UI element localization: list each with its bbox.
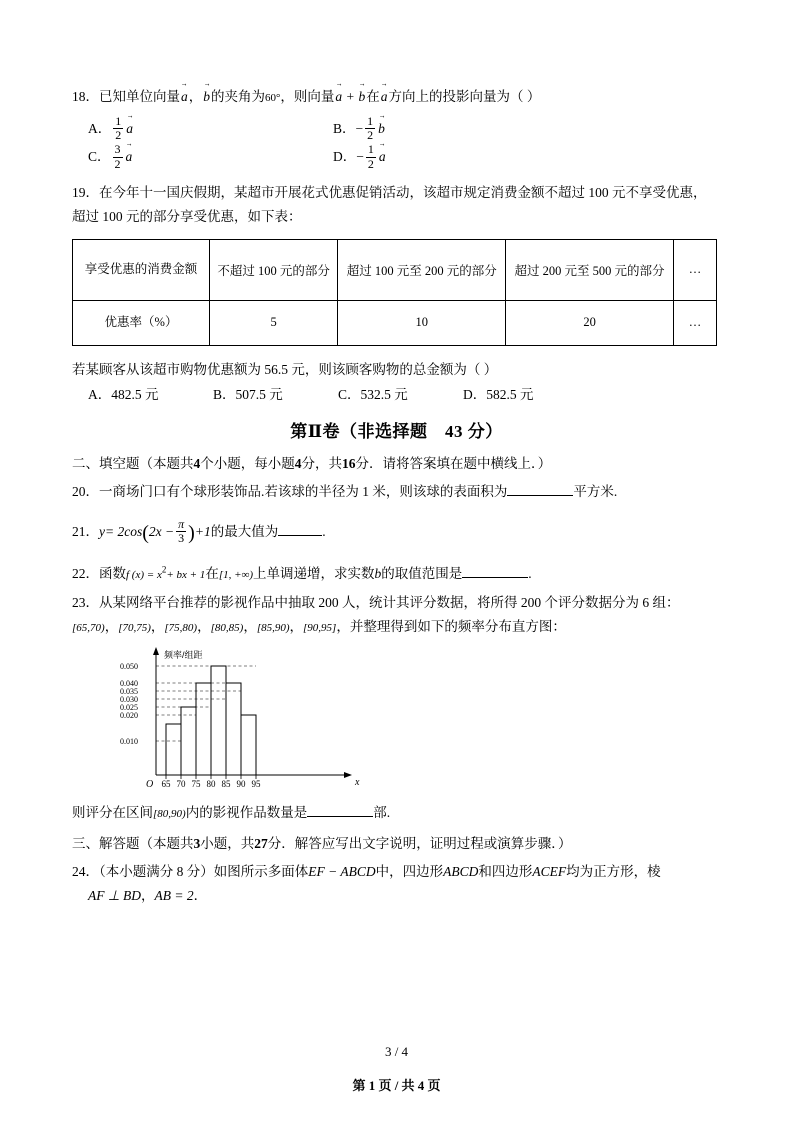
q18-option-d-label: D．	[333, 148, 357, 164]
q21-inner-b: +1	[194, 523, 211, 539]
q18-number: 18．	[72, 89, 99, 104]
section2-count-2: 4	[294, 456, 302, 472]
table-cell-header-4: 超过 200 元至 500 元的部分	[506, 239, 674, 300]
q19-stem-text-1: 在今年十一国庆假期，某超市开展花式优惠促销活动，该超市规定消费金额不超过 100 元不享受优惠，	[99, 185, 707, 201]
table-cell-header-3: 超过 100 元至 200 元的部分	[338, 239, 506, 300]
q23-number: 23．	[72, 595, 99, 611]
q18-comma: ，	[188, 89, 203, 104]
q23-text-line-1: 从某网络平台推荐的影视作品中抽取 200 人，统计其评分数据，将所得 200 个评分数据分为 6 组：	[99, 595, 680, 611]
section2-count-3: 16	[342, 456, 356, 472]
q18-vector-sum-b: b →	[358, 85, 367, 109]
q18-option-d-fraction: $\frac{1}{2}$	[367, 142, 374, 171]
table-cell-header-5: …	[674, 239, 717, 300]
q24-quad-2: ACEF	[532, 864, 567, 880]
q23-interval-5: [85,90)	[256, 622, 290, 635]
q21-y: y	[99, 523, 105, 539]
q23-interval-4: [80,85)	[210, 622, 244, 635]
section3-count-1: 3	[193, 836, 201, 852]
svg-text:0.020: 0.020	[120, 710, 138, 720]
q24-line-2: AF ⊥ BD，AB = 2．	[88, 887, 208, 903]
q21-answer-blank[interactable]	[278, 535, 322, 536]
svg-text:0.035: 0.035	[120, 686, 138, 696]
q23-text-line-2: ，并整理得到如下的频率分布直方图：	[336, 619, 566, 635]
q18-option-b-sign: −	[355, 120, 364, 136]
svg-text:95: 95	[251, 778, 261, 789]
svg-text:75: 75	[191, 778, 201, 789]
q19-choice-d[interactable]: D．582.5 元	[463, 387, 534, 403]
q23-sub-tail: 部.	[373, 804, 391, 820]
svg-text:0.050: 0.050	[120, 661, 138, 671]
svg-text:85: 85	[221, 778, 231, 789]
q18-angle: 60°	[265, 92, 281, 104]
frequency-histogram	[106, 645, 366, 797]
q18-option-b-label: B．	[333, 120, 356, 136]
q24-perpendicular: AF ⊥ BD	[88, 887, 141, 903]
question-18-stem: 18．已知单位向量a →，b →的夹角为60°，则向量a → + b →在a →方向上的投影向量为（ ）	[72, 85, 721, 109]
q18-option-c[interactable]	[88, 143, 333, 171]
q18-text-e: 方向上的投影向量为（ ）	[388, 89, 541, 104]
table-cell-rate-3: 20	[506, 300, 674, 345]
q23-sub-interval: [80,90)	[153, 807, 186, 820]
q23-sub-text-a: 则评分在区间	[72, 804, 153, 820]
q19-number: 19．	[72, 185, 99, 201]
q21-number: 21．	[72, 523, 99, 539]
q18-option-b-fraction: $\frac{1}{2}$	[367, 113, 374, 143]
q21-inner-a: 2x −	[148, 523, 175, 539]
q23-answer-blank[interactable]	[307, 816, 373, 817]
q20-answer-blank[interactable]	[507, 495, 573, 496]
q22-number: 22．	[72, 565, 99, 581]
table-cell-header-2: 不超过 100 元的部分	[210, 239, 338, 300]
q21-fraction: $\frac{\pi}{3}$	[178, 516, 185, 546]
svg-text:70: 70	[176, 778, 186, 789]
q23-interval-3: [75,80)	[164, 622, 198, 635]
q19-question: 若某顾客从该超市购物优惠额为 56.5 元，则该顾客购物的总金额为（ ）	[72, 361, 498, 377]
q18-option-c-label: C．	[88, 148, 111, 164]
q20-text: 一商场门口有个球形装饰品.若该球的半径为 1 米，则该球的表面积为	[99, 484, 508, 500]
page-footer-label: 第 1 页 / 共 4 页	[352, 1078, 441, 1093]
q22-text-a: 函数	[99, 565, 126, 581]
q22-function: f (x) = x	[126, 568, 162, 581]
question-23	[72, 591, 721, 615]
svg-text:90: 90	[236, 778, 246, 789]
section-2-instructions: 二、填空题（本题共4个小题，每小题4分，共16分．请将答案填在题中横线上．）	[72, 456, 552, 472]
q18-vector-a: a →	[180, 85, 189, 109]
question-19	[72, 181, 721, 403]
table-cell-rate-4: …	[674, 300, 717, 345]
svg-text:0.040: 0.040	[120, 678, 138, 688]
q18-option-a-fraction: $\frac{1}{2}$	[115, 113, 122, 143]
q24-text-a: （本小题满分 8 分）如图所示多面体	[99, 864, 309, 880]
question-21: 21．y= 2cos(2x − $\frac{\pi}{3}$ )+1的最大值为 .	[72, 516, 326, 546]
svg-text:0.025: 0.025	[120, 702, 138, 712]
q24-quad-1: ABCD	[443, 864, 479, 880]
q23-interval-2: [70,75)	[118, 622, 151, 635]
q18-option-d-vector: a →	[378, 143, 387, 171]
q21-cos: = 2cos	[105, 523, 143, 539]
q18-options-row-2	[88, 143, 721, 171]
origin-label: O	[146, 778, 154, 790]
table-cell-rate-label: 优惠率（%）	[73, 300, 210, 345]
section3-count-2: 27	[254, 836, 268, 852]
q24-solid: EF − ABCD	[308, 864, 376, 880]
svg-text:65: 65	[161, 778, 171, 789]
question-20	[72, 480, 721, 504]
q22-function-tail: + bx + 1	[166, 568, 206, 581]
x-axis-label: x	[355, 776, 360, 788]
q18-option-c-vector: a →	[125, 143, 134, 171]
q18-option-d[interactable]	[333, 143, 578, 171]
q18-option-a-label: A．	[88, 120, 112, 136]
q23-intervals-line: [65,70)，[70,75)，[75,80)，[80,85)，[85,90)，[90,95]，并整理得到如下的频率分布直方图：	[72, 619, 566, 635]
table-row	[73, 300, 717, 345]
q20-tail: 平方米.	[573, 484, 618, 500]
svg-text:0.030: 0.030	[120, 694, 138, 704]
q18-text-d: 在	[366, 89, 380, 104]
table-cell-rate-2: 10	[338, 300, 506, 345]
q23-interval-6: [90,95]	[303, 622, 337, 635]
q24-length: AB = 2	[154, 887, 194, 903]
q19-stem-line-2: 超过 100 元的部分享受优惠，如下表：	[72, 208, 302, 224]
y-axis-label: 频率/组距	[164, 649, 203, 660]
q22-answer-blank[interactable]	[462, 577, 528, 578]
table-cell-header-1: 享受优惠的消费金额	[73, 239, 210, 300]
q24-number: 24．	[72, 864, 99, 880]
table-row	[73, 239, 717, 300]
q19-stem-line-1	[72, 181, 721, 205]
q18-text-a: 已知单位向量	[99, 89, 180, 104]
q18-vector-sum-a: a →	[334, 85, 343, 109]
q18-text-b: 的夹角为	[211, 89, 265, 104]
histogram-svg	[106, 645, 366, 797]
q22-interval: [1, +∞)	[218, 568, 254, 581]
page-footer-number: 3 / 4	[384, 1044, 409, 1059]
section-3-instructions: 三、解答题（本题共3小题，共27分．解答应写出文字说明，证明过程或演算步骤．）	[72, 836, 572, 852]
q18-text-c: ，则向量	[280, 89, 335, 104]
q18-vector-b: b →	[202, 85, 211, 109]
q18-option-a-vector: a →	[125, 115, 134, 143]
q18-vector-c: a →	[380, 85, 389, 109]
section-2-title: 第Ⅱ卷（非选择题 43 分）	[290, 422, 503, 442]
q18-option-d-sign: −	[356, 148, 364, 164]
q18-options-row-1	[88, 115, 721, 143]
q23-sub-text-b: 内的影视作品数量是	[185, 804, 308, 820]
question-18	[72, 85, 721, 171]
q22-variable: b	[374, 565, 382, 581]
question-22: 22．函数f $(x) = x^2+$ bx + 1在[1, +∞)上单调递增，求实数b的取值范围是 .	[72, 564, 532, 581]
q18-option-b[interactable]	[333, 115, 578, 143]
q23-interval-1: [65,70)	[72, 622, 105, 635]
question-24: 24．（本小题满分 8 分）如图所示多面体EF − ABCD中，四边形ABCD和四边形ACEF均为正方形，棱	[72, 864, 661, 880]
discount-table	[72, 239, 717, 346]
q23-sub-question	[72, 801, 721, 825]
q19-choice-c[interactable]: C．532.5 元	[338, 387, 408, 403]
q18-option-b-vector: b →	[377, 115, 386, 143]
section2-count-1: 4	[193, 456, 201, 472]
q19-choice-a[interactable]: A．482.5 元	[88, 387, 159, 403]
svg-text:0.010: 0.010	[120, 736, 138, 746]
table-cell-rate-1: 5	[210, 300, 338, 345]
q20-number: 20．	[72, 484, 99, 500]
q21-tail: 的最大值为	[210, 523, 279, 539]
q19-choices	[88, 383, 721, 403]
svg-text:80: 80	[206, 778, 216, 789]
q18-option-c-fraction: $\frac{3}{2}$	[114, 142, 121, 171]
q19-choice-b[interactable]: B．507.5 元	[213, 387, 283, 403]
